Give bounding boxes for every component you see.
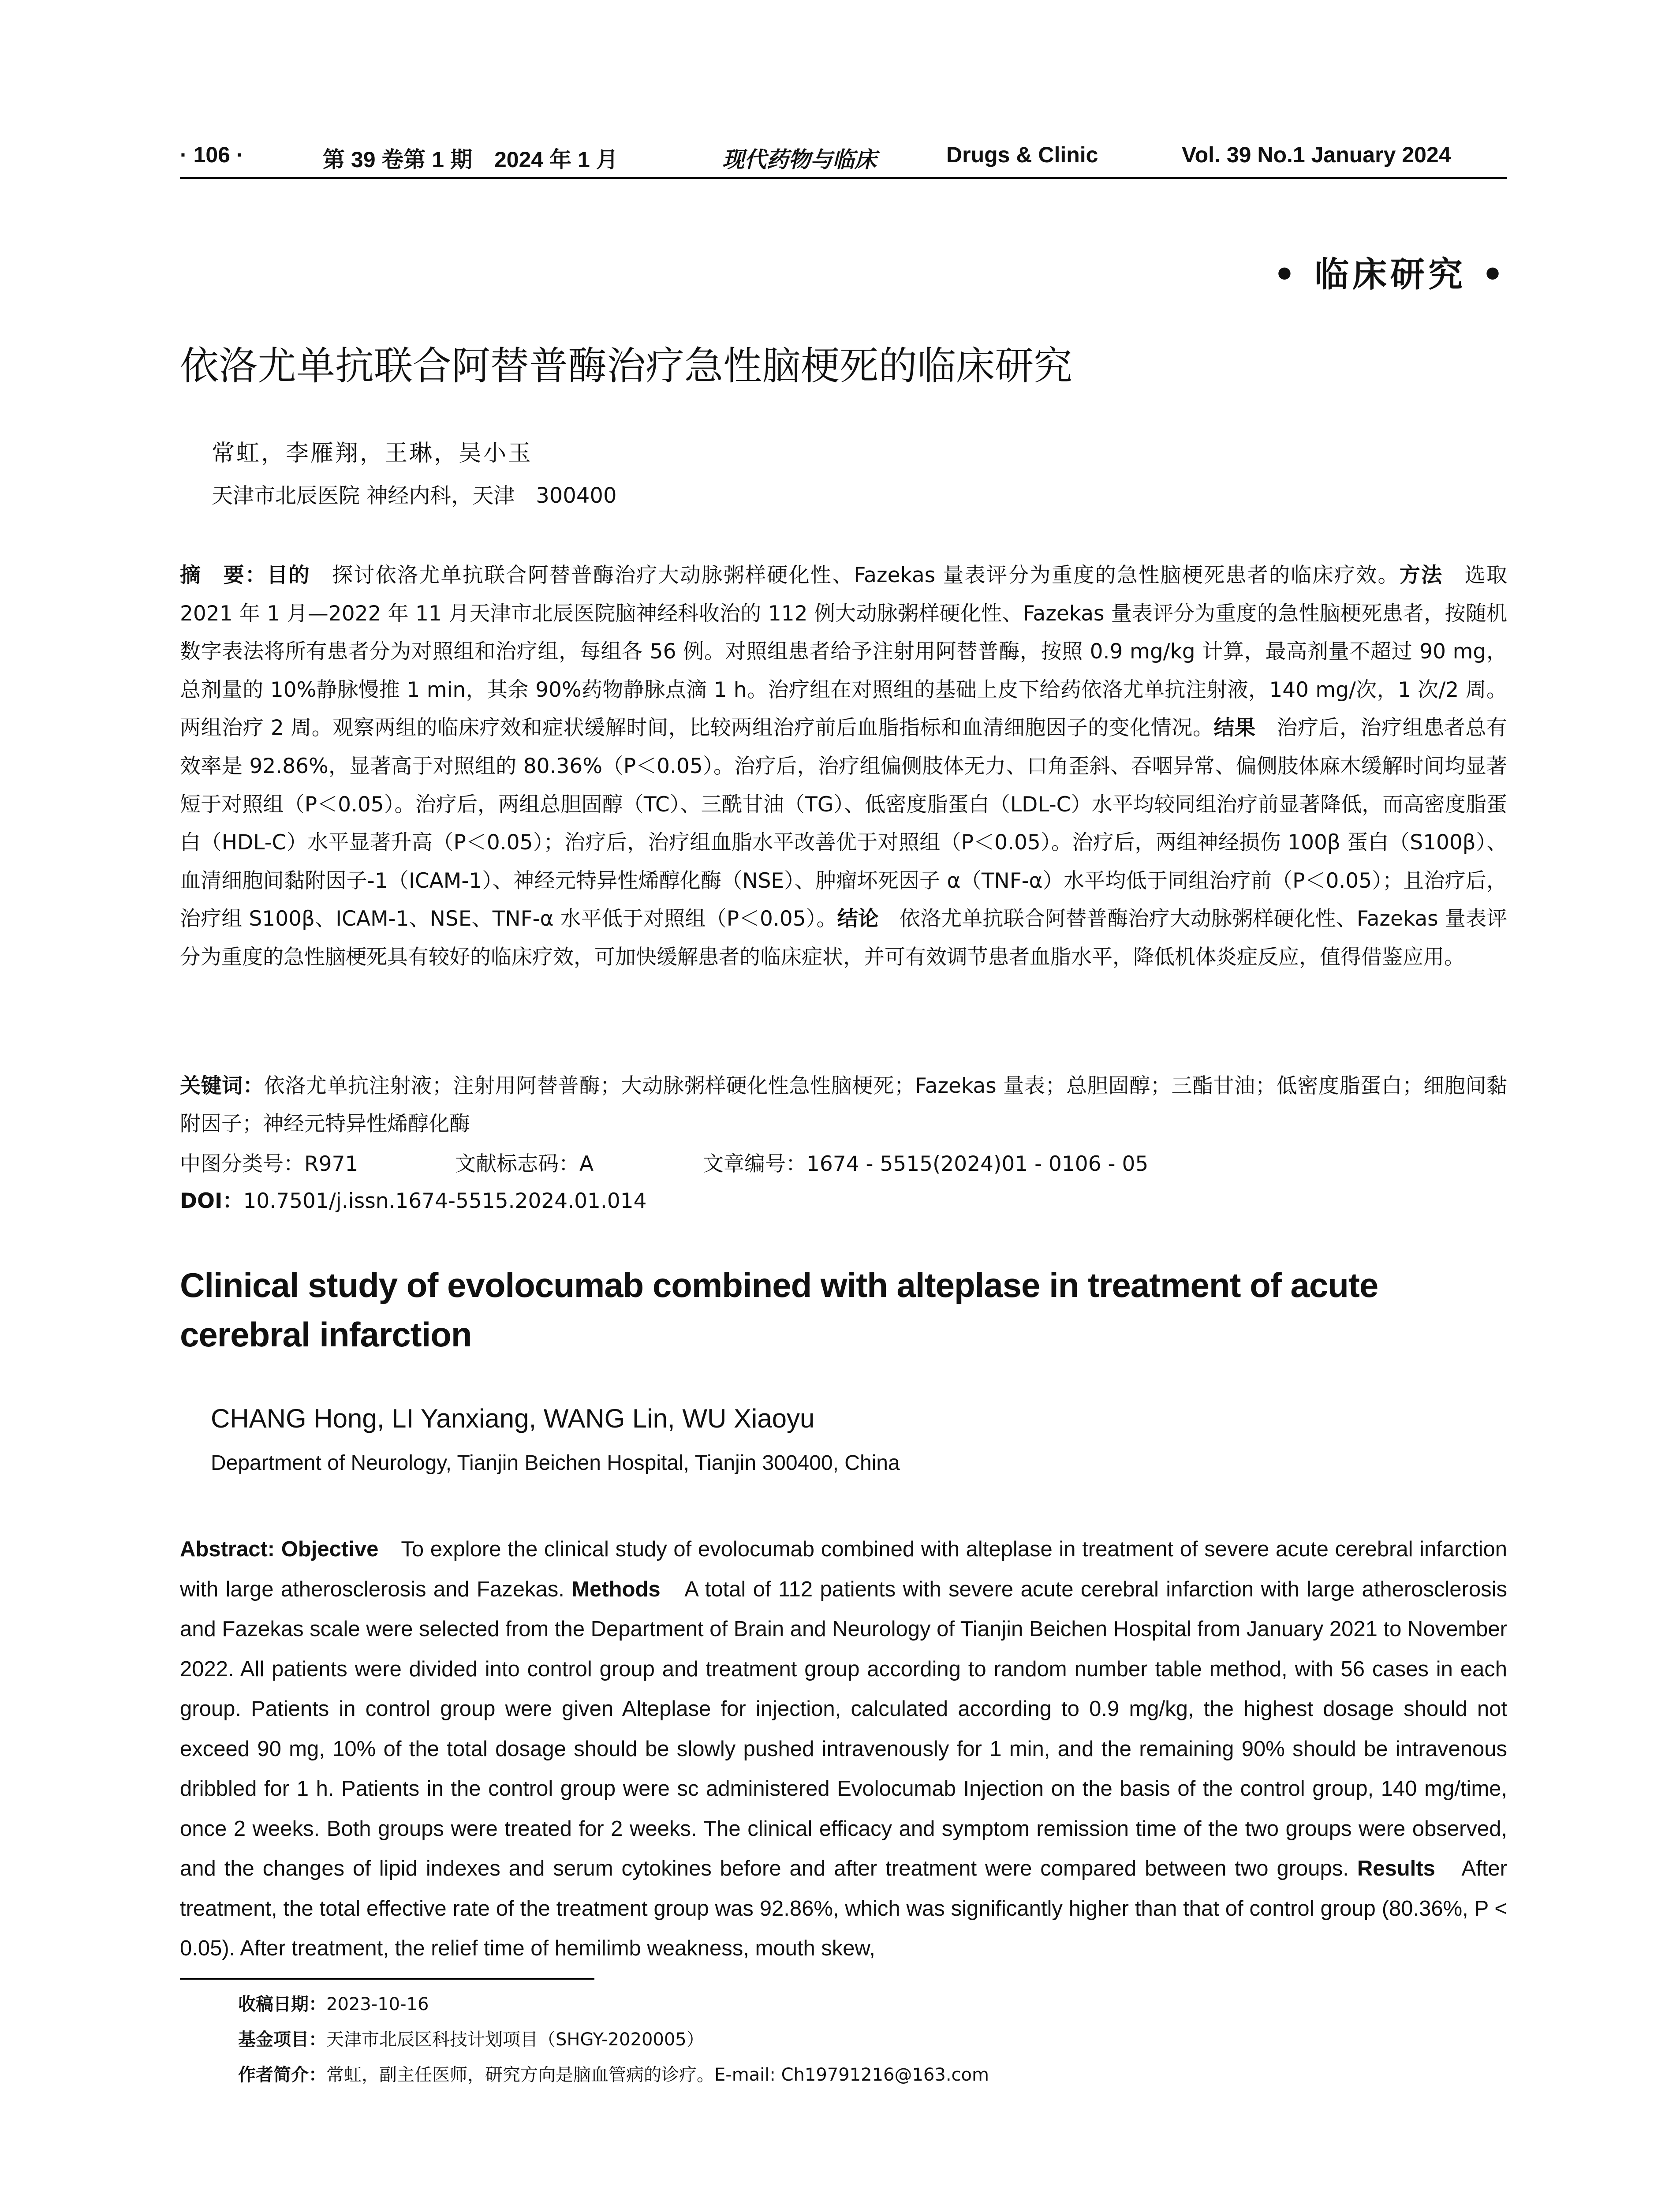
affiliation-en: Department of Neurology, Tianjin Beichen Hospital, Tianjin 300400, China (211, 1451, 900, 1475)
issue-info-en: Vol. 39 No.1 January 2024 (1182, 142, 1451, 167)
abstract-cn (180, 557, 1507, 977)
footnote-author: 作者简介：常虹，副主任医师，研究方向是脑血管病的诊疗。E-mail: Ch19791216@163.com (238, 2065, 989, 2085)
authors-cn: 常虹，李雁翔，王琳，吴小玉 (212, 440, 533, 467)
running-header (180, 142, 1507, 173)
methods-label-cn: 方法 (1399, 563, 1443, 587)
keywords-cn (180, 1067, 1507, 1143)
conclusion-label-cn: 结论 (837, 907, 879, 931)
classification-block (180, 1146, 1507, 1220)
keywords-text: 依洛尤单抗注射液；注射用阿替普酶；大动脉粥样硬化性急性脑梗死；Fazekas 量表；总胆固醇；三酯甘油；低密度脂蛋白；细胞间黏附因子；神经元特异性烯醇化酶 (180, 1074, 1507, 1136)
section-tag: • 临床研究 • (1273, 254, 1507, 295)
abstract-cn-label: 摘 要： (180, 563, 267, 587)
article-number: 文章编号：1674 - 5515(2024)01 - 0106 - 05 (703, 1152, 1149, 1176)
keywords-label: 关键词： (180, 1074, 264, 1098)
footnote-rule (180, 1978, 594, 1980)
journal-name-en: Drugs & Clinic (946, 142, 1098, 167)
article-title-cn: 依洛尤单抗联合阿替普酶治疗急性脑梗死的临床研究 (180, 343, 1073, 389)
methods-label-en: Methods (571, 1577, 661, 1601)
journal-name-cn: 现代药物与临床 (722, 146, 877, 172)
abstract-en-label: Abstract: Objective (180, 1537, 379, 1561)
results-label-en: Results (1357, 1857, 1435, 1880)
methods-text-cn: 选取 2021 年 1 月—2022 年 11 月天津市北辰医院脑神经科收治的 112 例大动脉粥样硬化性、Fazekas 量表评分为重度的急性脑梗死患者，按随机数字表法将所有患者分为对照组和治疗组，每组各 56 例。对照组患者给予注射用阿替普酶，按照 0.9 mg/kg 计算，最高剂量不超过 90 mg，总剂量的 10%静脉慢推 1 min，其余 90%药物静脉点滴 1 h。治疗组在对照组的基础上皮下给药依洛尤单抗注射液，140 mg/次，1 次/2 周。两组治疗 2 周。观察两组的临床疗效和症状缓解时间，比较两组治疗前后血脂指标和血清细胞因子的变化情况。 (180, 563, 1508, 740)
footnote-fund: 基金项目：天津市北辰区科技计划项目（SHGY-2020005） (238, 2029, 704, 2050)
abstract-en (180, 1529, 1507, 1969)
results-label-cn: 结果 (1213, 716, 1256, 740)
article-title-en: Clinical study of evolocumab combined with alteplase in treatment of acute cerebral infarction (180, 1266, 1378, 1354)
objective-text-cn: 探讨依洛尤单抗联合阿替普酶治疗大动脉粥样硬化性、Fazekas 量表评分为重度的急性脑梗死患者的临床疗效。 (310, 563, 1400, 587)
page-number: · 106 · (180, 142, 244, 167)
results-text-en: After treatment, the total effective rate of the treatment group was 92.86%, which was significantly higher than that of control group (80.36%, P < 0.05). After treatment, the relief time of hemilimb weakness, mouth skew, (180, 1857, 1507, 1960)
authors-en: CHANG Hong, LI Yanxiang, WANG Lin, WU Xiaoyu (211, 1404, 815, 1433)
affiliation-cn: 天津市北辰医院 神经内科，天津 300400 (212, 483, 617, 508)
issue-info-cn: 第 39 卷第 1 期 2024 年 1 月 (323, 147, 618, 172)
objective-text-en: To explore the clinical study of evolocumab combined with alteplase in treatment of severe acute cerebral infarction with large atherosclerosis and Fazekas. (180, 1537, 1507, 1601)
methods-text-en: A total of 112 patients with severe acute cerebral infarction with large atherosclerosis and Fazekas scale were selected from the Department of Brain and Neurology of Tianjin Beichen Hospital from January 2021 to November 2022. All patients were divided into control group and treatment group according to random number table method, with 56 cases in each group. Patients in control group were given Alteplase for injection, calculated according to 0.9 mg/kg, the highest dosage should not exceed 90 mg, 10% of the total dosage should be slowly pushed intravenously for 1 min, and the remaining 90% should be intravenous dribbled for 1 h. Patients in the control group were sc administered Evolocumab Injection on the basis of the control group, 140 mg/time, once 2 weeks. Both groups were treated for 2 weeks. The clinical efficacy and symptom remission time of the two groups were observed, and the changes of lipid indexes and serum cytokines before and after treatment were compared between two groups. (180, 1577, 1507, 1880)
doi-link[interactable]: 10.7501/j.issn.1674-5515.2024.01.014 (243, 1189, 647, 1213)
header-rule (180, 177, 1507, 179)
objective-label-cn: 目的 (267, 563, 310, 587)
clc-number: 中图分类号：R971 (180, 1152, 358, 1176)
results-text-cn: 治疗后，治疗组患者总有效率是 92.86%，显著高于对照组的 80.36%（P＜0.05）。治疗后，治疗组偏侧肢体无力、口角歪斜、吞咽异常、偏侧肢体麻木缓解时间均显著短于对照组（P＜0.05）。治疗后，两组总胆固醇（TC）、三酰甘油（TG）、低密度脂蛋白（LDL-C）水平均较同组治疗前显著降低，而高密度脂蛋白（HDL-C）水平显著升高（P＜0.05）；治疗后，治疗组血脂水平改善优于对照组（P＜0.05）。治疗后，两组神经损伤 100β 蛋白（S100β）、血清细胞间黏附因子-1（ICAM-1）、神经元特异性烯醇化酶（NSE）、肿瘤坏死因子 α（TNF-α）水平均低于同组治疗前（P＜0.05）；且治疗后，治疗组 S100β、ICAM-1、NSE、TNF-α 水平低于对照组（P＜0.05）。 (180, 716, 1508, 931)
footnotes (238, 1987, 989, 2093)
document-code: 文献标志码：A (455, 1152, 594, 1176)
doi-label: DOI： (180, 1189, 243, 1213)
footnote-received: 收稿日期：2023-10-16 (238, 1994, 429, 2014)
conclusion-text-cn: 依洛尤单抗联合阿替普酶治疗大动脉粥样硬化性、Fazekas 量表评分为重度的急性脑梗死具有较好的临床疗效，可加快缓解患者的临床症状，并可有效调节患者血脂水平，降低机体炎症反应，值得借鉴应用。 (180, 907, 1507, 969)
